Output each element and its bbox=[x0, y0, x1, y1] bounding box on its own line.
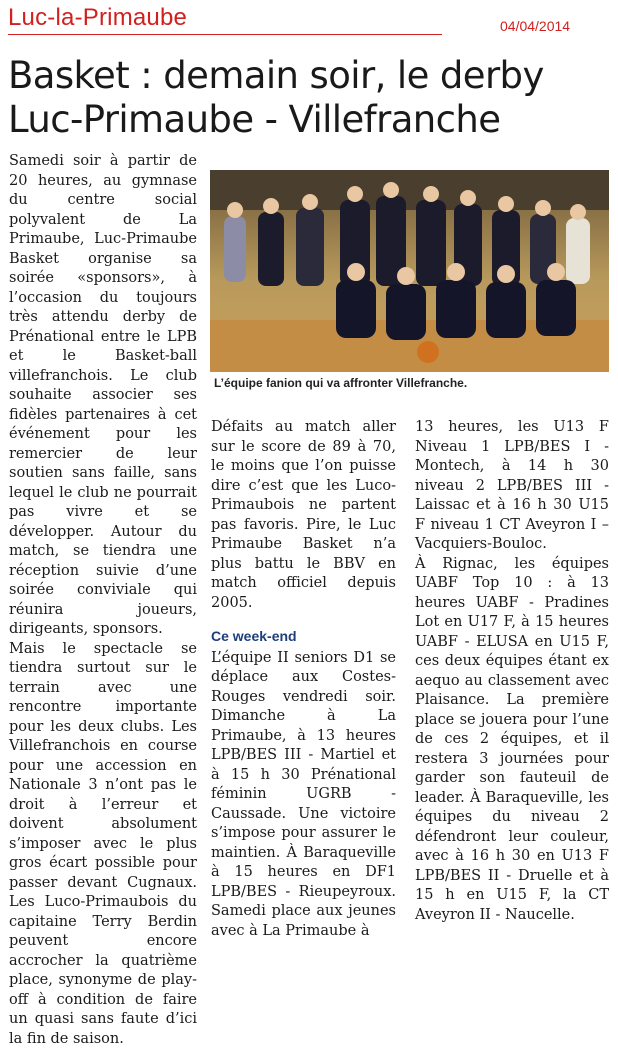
paragraph: Samedi soir à partir de 20 heures, au gymnase du centre social polyvalent de La Primaube, Luc-Primaube Basket organise sa soirée «sponsors», à l’occasion du toujours très attendu derby de Prénational entre le LPB et le Basket-ball villefranchois. Le club souhaite associer ses fidèles partenaires à cet événement pour les remercier de leur soutien sans faille, sans lequel le club ne pourrait pas vivre et se développer. Autour du match, se tiendra une réception suivie d’une soirée conviviale qui réunira joueurs, dirigeants, sponsors. bbox=[9, 152, 197, 640]
section-subhead: Ce week-end bbox=[211, 627, 396, 647]
team-photo bbox=[210, 170, 609, 372]
paragraph: Défaits au match aller sur le score de 89 à 70, le moins que l’on puisse dire c’est que les Luco-Primaubois ne partent pas favoris. Pire, le Luc Primaube Basket n’a plus battu le BBV en match officiel depuis 2005. bbox=[211, 418, 396, 613]
article-column-2 bbox=[211, 418, 396, 852]
paragraph: À Rignac, les équipes UABF Top 10 : à 13 heures UABF - Pradines Lot en U17 F, à 15 heures UABF - ELUSA en U15 F, ces deux équipes étant ex aequo au classement avec Plaisance. La première place se jouera pour l’une de ces 2 équipes, et il restera 3 journées pour garder son fauteuil de leader. À Baraqueville, les équipes du niveau 2 défendront leur couleur, avec à 16 h 30 en U13 F LPB/BES II - Druelle et à 15 h en U15 F, la CT Aveyron II - Naucelle. bbox=[415, 555, 609, 926]
paragraph: L’équipe II seniors D1 se déplace aux Costes-Rouges vendredi soir. Dimanche à La Primaube, à 13 heures LPB/BES III - Martiel et à 15 h 30 Prénational féminin UGRB - Caussade. Une victoire s’impose pour assurer le maintien. À Baraqueville à 15 heures en DF1 LPB/BES - Rieupeyroux. Samedi place aux jeunes avec à La Primaube à bbox=[211, 649, 396, 942]
article-column-1 bbox=[9, 152, 197, 852]
article-headline: Basket : demain soir, le derby Luc-Primaube - Villefranche bbox=[8, 54, 608, 142]
header-rule bbox=[8, 34, 442, 35]
paragraph: 13 heures, les U13 F Niveau 1 LPB/BES I - Montech, à 14 h 30 niveau 2 LPB/BES III - Laissac et à 16 h 30 U15 F niveau 1 CT Aveyron I – Vacquiers-Bouloc. bbox=[415, 418, 609, 555]
team-photo-illustration bbox=[210, 170, 609, 372]
photo-caption: L’équipe fanion qui va affronter Villefranche. bbox=[214, 376, 467, 390]
header-city: Luc-la-Primaube bbox=[8, 4, 187, 32]
paragraph: Mais le spectacle se tiendra surtout sur le terrain avec une rencontre importante pour les deux clubs. Les Villefranchois en course pour une accession en Nationale 3 n’ont pas le droit à l’erreur et doivent absolument s’imposer avec le plus gros écart possible pour passer devant Cugnaux. Les Luco-Primaubois du capitaine Terry Berdin peuvent encore accrocher la quatrième place, synonyme de play-off à condition de faire un quasi sans faute d’ici la fin de saison. bbox=[9, 640, 197, 1049]
article-column-3 bbox=[415, 418, 609, 852]
header-date: 04/04/2014 bbox=[500, 18, 570, 34]
